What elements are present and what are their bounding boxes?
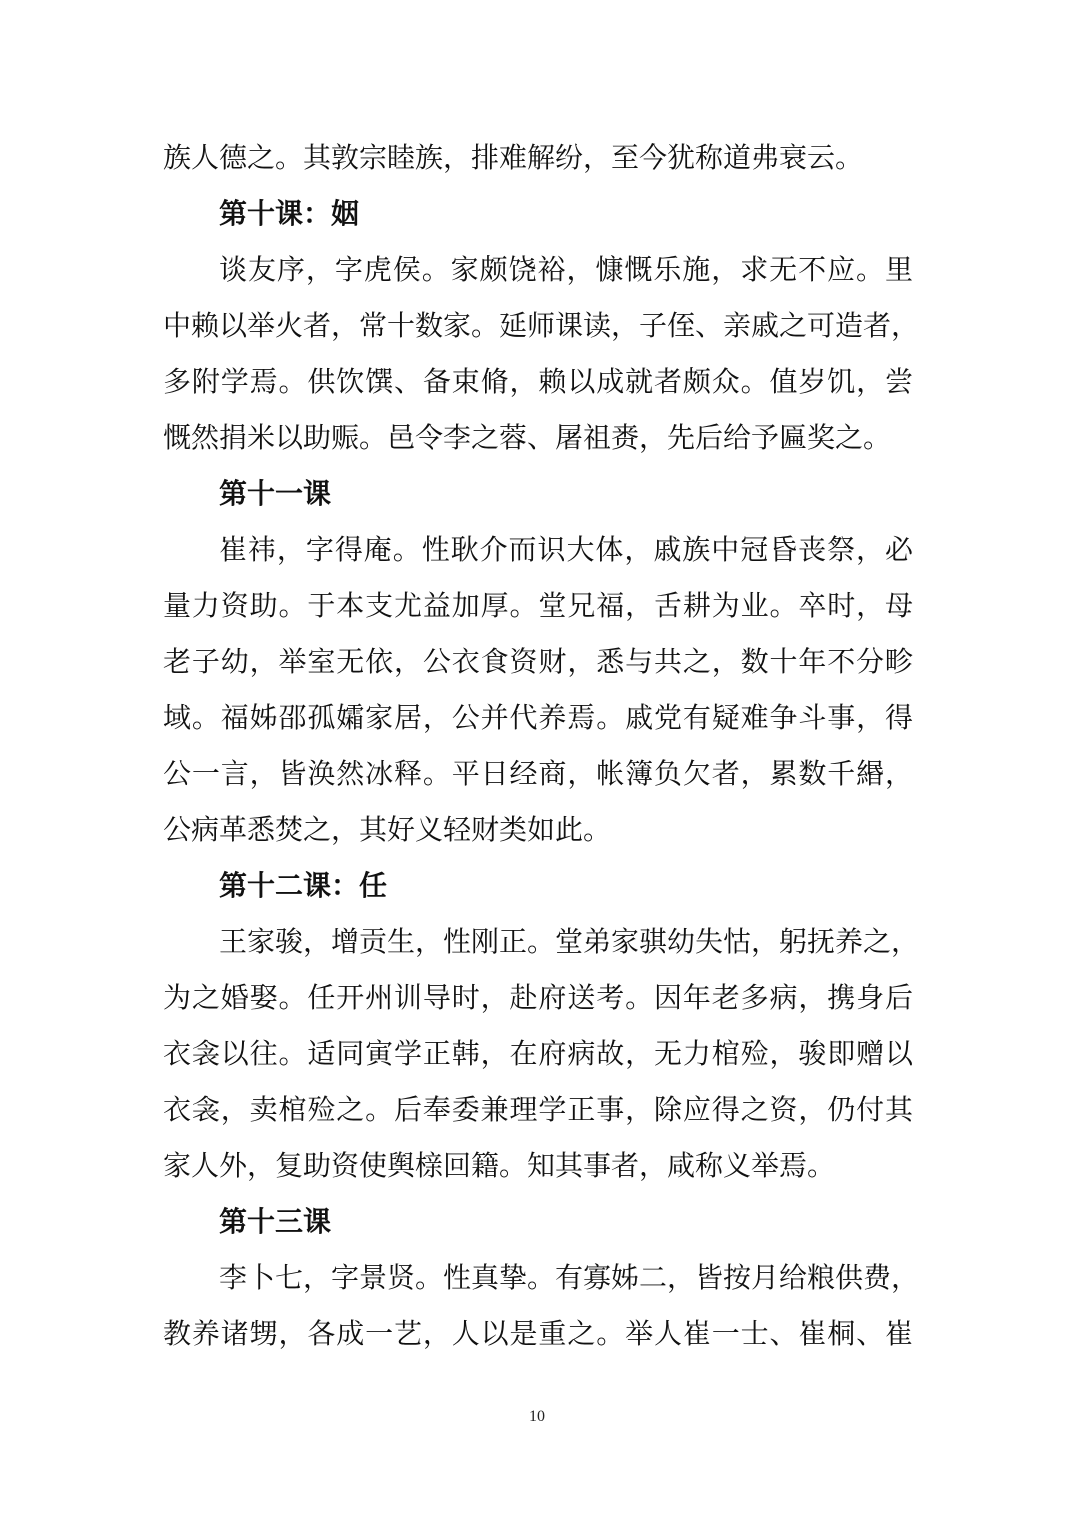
- text-line: 衣衾以往。适同寅学正韩，在府病故，无力棺殓，骏即赠以: [163, 1037, 913, 1070]
- text-line: 王家骏，增贡生，性刚正。堂弟家骐幼失怙，躬抚养之，: [219, 925, 920, 958]
- text-line: 崔祎，字得庵。性耿介而识大体，戚族中冠昏丧祭，必: [219, 533, 913, 566]
- text-line: 李卜七，字景贤。性真挚。有寡姊二，皆按月给粮供费，: [219, 1261, 920, 1294]
- text-line: 谈友序，字虎侯。家颇饶裕，慷慨乐施，求无不应。里: [219, 253, 913, 286]
- text-line: 公病革悉焚之，其好义轻财类如此。: [163, 813, 612, 846]
- text-line: 家人外，复助资使舆榇回籍。知其事者，咸称义举焉。: [163, 1149, 836, 1182]
- page-number: 10: [529, 1408, 545, 1425]
- lesson-heading-11: 第十一课: [219, 477, 332, 510]
- text-line: 为之婚娶。任开州训导时，赴府送考。因年老多病，携身后: [163, 981, 913, 1014]
- text-line: 教养诸甥，各成一艺，人以是重之。举人崔一士、崔桐、崔: [163, 1317, 913, 1350]
- text-line: 多附学焉。供饮馔、备束脩，赖以成就者颇众。值岁饥，尝: [163, 365, 913, 398]
- text-line: 量力资助。于本支尤益加厚。堂兄福，舌耕为业。卒时，母: [163, 589, 913, 622]
- text-line: 老子幼，举室无依，公衣食资财，悉与共之，数十年不分畛: [163, 645, 913, 678]
- text-line: 族人德之。其敦宗睦族，排难解纷，至今犹称道弗衰云。: [163, 141, 864, 174]
- text-line: 中赖以举火者，常十数家。延师课读，子侄、亲戚之可造者，: [163, 309, 920, 342]
- text-line: 衣衾，卖棺殓之。后奉委兼理学正事，除应得之资，仍付其: [163, 1093, 913, 1126]
- text-line: 域。福姊邵孤孀家居，公并代养焉。戚党有疑难争斗事，得: [163, 701, 913, 734]
- lesson-heading-10: 第十课：姻: [219, 197, 360, 230]
- text-line: 公一言，皆涣然冰释。平日经商，帐簿负欠者，累数千緡，: [163, 757, 913, 790]
- lesson-heading-12: 第十二课：任: [219, 869, 388, 902]
- document-body: [163, 130, 920, 1362]
- lesson-heading-13: 第十三课: [219, 1205, 332, 1238]
- text-line: 慨然捐米以助赈。邑令李之蓉、屠祖赉，先后给予匾奖之。: [163, 421, 892, 454]
